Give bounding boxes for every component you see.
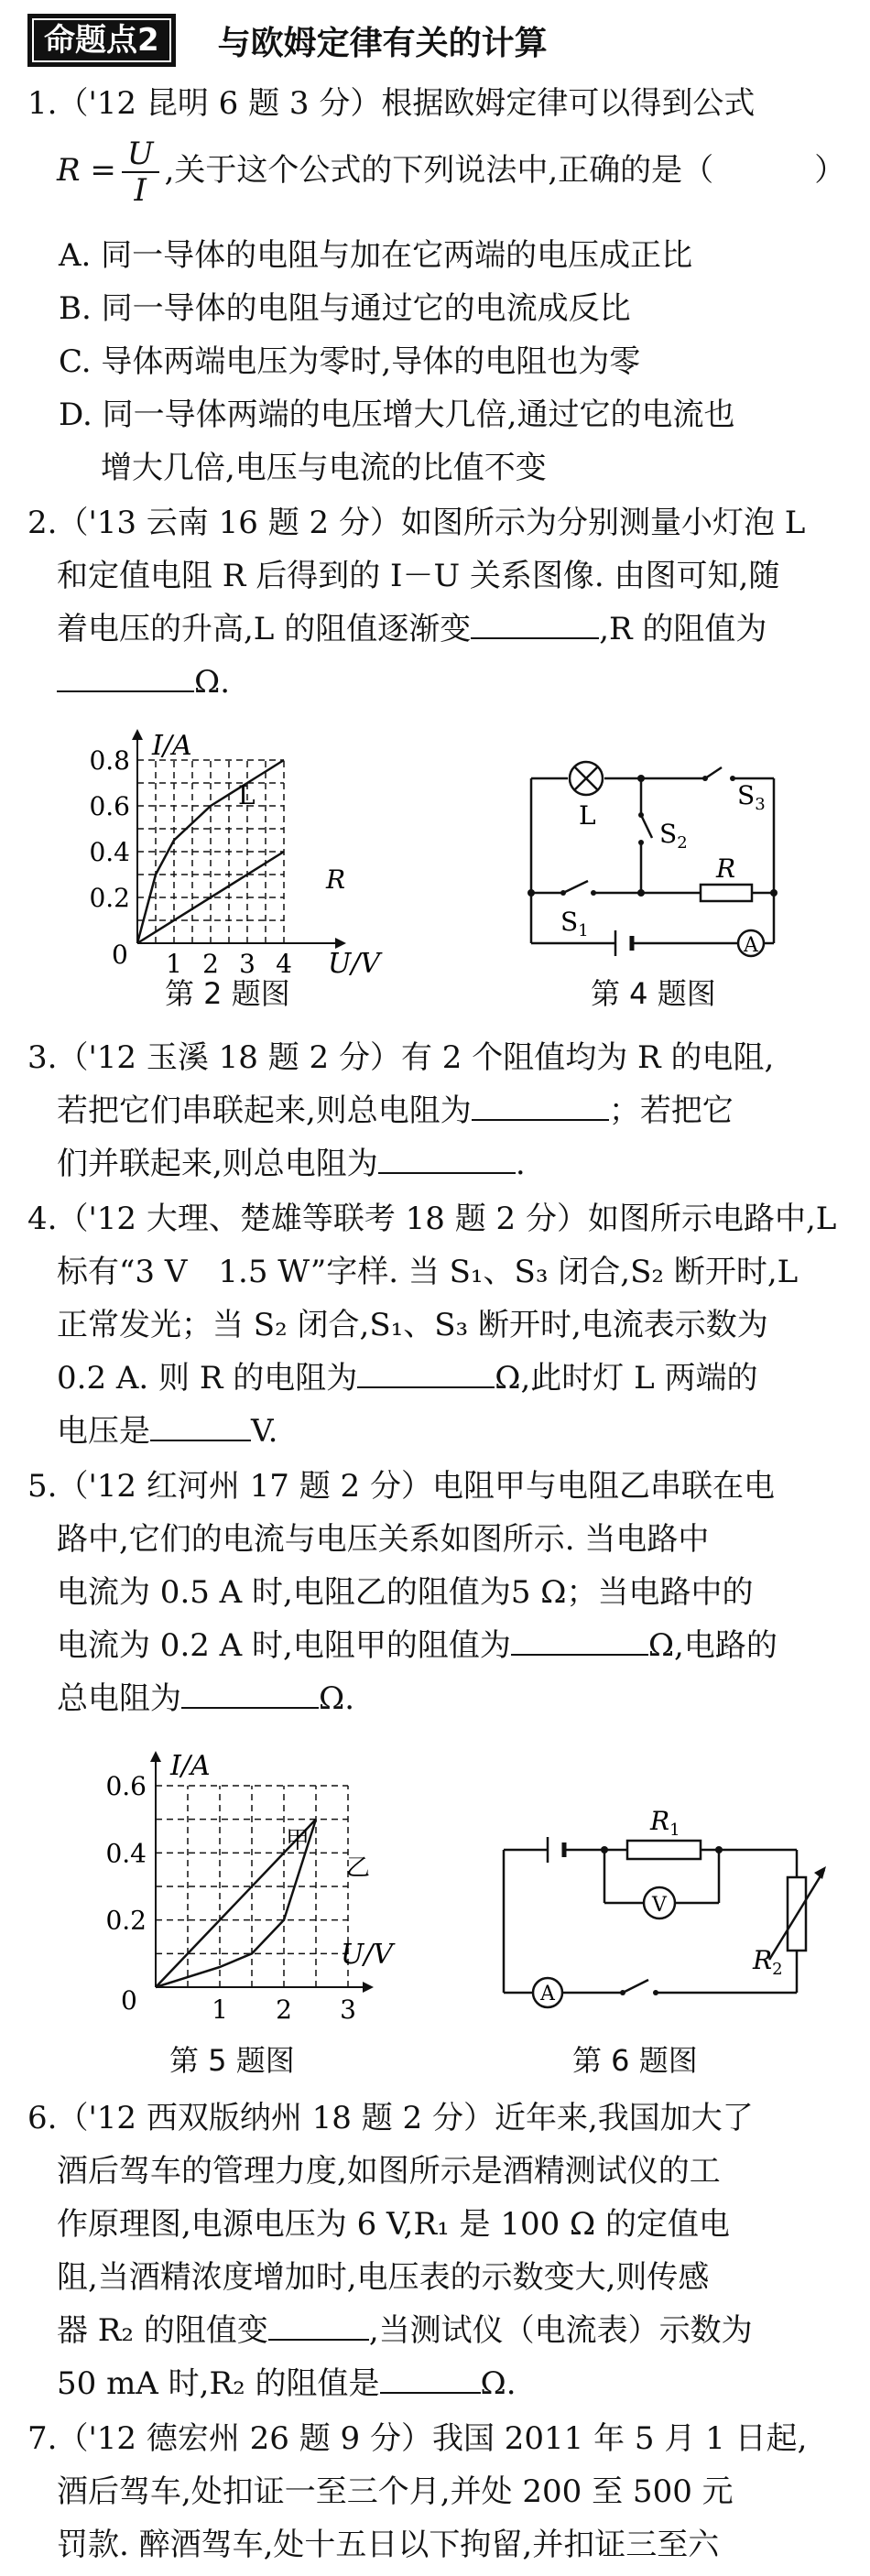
fig4-junction (527, 889, 535, 897)
fig6-battery-icon (548, 1837, 564, 1863)
q1-option-b: B. 同一导体的电阻与通过它的电流成反比 (59, 290, 631, 327)
fig5-origin: 0 (121, 1985, 137, 2016)
q3-line-2-a: 若把它们串联起来,则总电阻为 (57, 1092, 472, 1129)
fig4-switch-s2 (641, 815, 652, 838)
fig2-ytick: 0.4 (89, 837, 130, 867)
q2-line-1: 2.（'13 云南 16 题 2 分）如图所示为分别测量小灯泡 L (27, 505, 806, 541)
q1-option-c: C. 导体两端电压为零时,导体的电阻也为零 (59, 343, 641, 380)
answer-blank[interactable] (181, 1676, 319, 1709)
fig6-junction (715, 1846, 723, 1853)
q2-line-3-text: 着电压的升高,L 的阻值逐渐变 (57, 611, 472, 647)
fig5-label-jia: 甲 (286, 1827, 310, 1854)
q3-line-3-a: 们并联起来,则总电阻为 (57, 1146, 378, 1182)
fig2-origin: 0 (112, 940, 128, 970)
fig4-label-L: L (579, 800, 596, 831)
fig4-label-S2: $S_2$ (659, 819, 688, 853)
answer-blank[interactable] (150, 1408, 251, 1441)
fig4-switch-contact (638, 840, 644, 845)
answer-blank[interactable] (380, 2361, 481, 2394)
q6-line-4: 阻,当酒精浓度增加时,电压表的示数变大,则传感 (57, 2259, 710, 2296)
fig6-r2-arrow (769, 1870, 824, 1960)
fig4-switch-s3 (705, 767, 722, 778)
q2-line-4 (57, 659, 230, 705)
q4-line-2: 标有“3 V 1.5 W”字样. 当 S₁、S₃ 闭合,S₂ 断开时,L (57, 1254, 799, 1290)
q3-line-3-b: . (515, 1146, 526, 1182)
fig5-label-yi: 乙 (346, 1854, 371, 1882)
fig5-xtick: 3 (340, 1994, 356, 2025)
q4-line-4-a: 0.2 A. 则 R 的电阻为 (57, 1360, 358, 1397)
fig5-ytick: 0.2 (105, 1905, 147, 1936)
fig2-y-ticks (89, 745, 130, 913)
q5-line-5-a: 总电阻为 (57, 1680, 181, 1717)
fig6-switch-contact (653, 1990, 658, 1995)
q3-line-1: 3.（'12 玉溪 18 题 2 分）有 2 个阻值均为 R 的电阻, (27, 1039, 775, 1076)
fig5-xtick: 2 (276, 1994, 292, 2025)
q6-line-3: 作原理图,电源电压为 6 V,R₁ 是 100 Ω 的定值电 (57, 2206, 731, 2243)
fig4-label-S1: $S_1$ (560, 907, 589, 940)
fig6-switch-contact (620, 1990, 625, 1995)
q6-line-5-b: ,当测试仪（电流表）示数为 (368, 2312, 753, 2349)
fig2-y-arrow (132, 729, 143, 740)
q1-option-d-cont: 增大几倍,电压与电流的比值不变 (101, 450, 547, 486)
fig4-switch-contact (702, 776, 708, 781)
q5-line-3: 电流为 0.5 A 时,电阻乙的阻值为5 Ω；当电路中的 (57, 1574, 754, 1611)
q5-line-5 (57, 1676, 354, 1722)
q2-line-3-tail: ,R 的阻值为 (599, 611, 767, 647)
fig4-battery-icon (615, 930, 632, 956)
q4-line-5 (57, 1408, 277, 1454)
topic-tag: 命题点2 (27, 14, 176, 67)
fig5-x-arrow (363, 1982, 374, 1993)
fig2-label-L: L (238, 780, 256, 810)
fig4-label-S3: $S_3$ (737, 780, 766, 814)
fig2-xlabel: U/V (328, 948, 381, 980)
q6-line-5-a: 器 R₂ 的阻值变 (57, 2312, 268, 2349)
q5-line-4 (57, 1623, 778, 1668)
fig5-ylabel: I/A (170, 1750, 211, 1782)
formula-fraction (122, 136, 159, 208)
fig2-xtick: 3 (239, 949, 256, 979)
q6-line-6-a: 50 mA 时,R₂ 的阻值是 (57, 2365, 380, 2402)
fig4-label-R: R (716, 853, 736, 884)
q4-line-4-b: Ω,此时灯 L 两端的 (495, 1360, 758, 1397)
fig6-label-R2: $R_2$ (753, 1945, 783, 1979)
fig6-label-R1: $R_1$ (650, 1806, 680, 1840)
fig2-grid (137, 760, 284, 943)
answer-blank[interactable] (378, 1141, 516, 1174)
figure-4-circuit (513, 733, 824, 971)
fig6-arrowhead (814, 1866, 826, 1879)
fig2-ytick: 0.6 (89, 791, 130, 821)
fig6-ammeter-label: A (540, 1983, 555, 2005)
q2-line-4-tail: Ω. (194, 664, 230, 701)
q2-line-2: 和定值电阻 R 后得到的 I－U 关系图像. 由图可知,随 (57, 558, 780, 594)
fig5-y-ticks (105, 1771, 147, 1936)
q1-paren-close: ） (814, 152, 846, 189)
q3-line-2-b: ；若把它 (608, 1092, 734, 1129)
q4-line-3: 正常发光；当 S₂ 闭合,S₁、S₃ 断开时,电流表示数为 (57, 1307, 768, 1343)
fig2-ylabel: I/A (152, 730, 192, 762)
q7-line-1: 7.（'12 德宏州 26 题 9 分）我国 2011 年 5 月 1 日起, (27, 2420, 808, 2457)
fig6-resistor-r1 (627, 1841, 701, 1859)
q1-line-1: 1.（'12 昆明 6 题 3 分）根据欧姆定律可以得到公式 (27, 85, 756, 122)
q6-line-2: 酒后驾车的管理力度,如图所示是酒精测试仪的工 (57, 2153, 721, 2190)
answer-blank[interactable] (471, 606, 599, 639)
fig6-switch (623, 1980, 648, 1993)
figure-6-circuit (495, 1786, 833, 2015)
q4-line-1: 4.（'12 大理、楚雄等联考 18 题 2 分）如图所示电路中,L (27, 1201, 837, 1237)
q5-line-4-a: 电流为 0.2 A 时,电阻甲的阻值为 (57, 1627, 511, 1664)
fig6-voltmeter-label: V (652, 1894, 667, 1917)
q5-line-1: 5.（'12 红河州 17 题 2 分）电阻甲与电阻乙串联在电 (27, 1468, 775, 1505)
q3-line-3 (57, 1141, 526, 1187)
answer-blank[interactable] (57, 659, 194, 692)
fig4-ammeter-label: A (744, 934, 758, 957)
q7-line-3: 罚款. 醉酒驾车,处十五日以下拘留,并扣证三至六 (57, 2527, 720, 2563)
q4-line-4 (57, 1355, 757, 1401)
q4-line-5-b: V. (251, 1413, 278, 1450)
fig4-resistor (701, 885, 752, 901)
answer-blank[interactable] (268, 2308, 369, 2341)
fig5-xlabel: U/V (341, 1939, 394, 1971)
fig5-x-ticks (212, 1994, 356, 2025)
fig4-switch-contact (560, 890, 566, 896)
fig2-xtick: 1 (166, 949, 182, 979)
fig4-switch-contact (638, 812, 644, 818)
figure-2-chart (55, 723, 385, 980)
q1-line-2 (57, 136, 845, 208)
q5-line-4-b: Ω,电路的 (647, 1627, 778, 1664)
q3-line-2 (57, 1088, 734, 1134)
fig5-ytick: 0.4 (105, 1838, 147, 1869)
q5-line-2: 路中,它们的电流与电压关系如图所示. 当电路中 (57, 1521, 710, 1558)
fig2-ytick: 0.2 (89, 883, 130, 913)
section-header (27, 13, 548, 68)
figure-5-chart (55, 1740, 412, 2033)
fig2-ytick: 0.8 (89, 745, 130, 776)
fig5-y-arrow (150, 1751, 161, 1762)
fig4-junction (770, 889, 778, 897)
fig4-switch-s1 (563, 881, 588, 893)
fig5-caption: 第 5 题图 (169, 2043, 295, 2078)
fig5-xtick: 1 (212, 1994, 228, 2025)
fig4-junction (637, 775, 645, 782)
q7-line-2: 酒后驾车,处扣证一至三个月,并处 200 至 500 元 (57, 2473, 734, 2510)
q5-line-5-b: Ω. (319, 1680, 354, 1717)
fig2-caption: 第 2 题图 (165, 976, 290, 1011)
fig6-junction (601, 1846, 608, 1853)
q4-line-5-a: 电压是 (57, 1413, 150, 1450)
q1-option-a: A. 同一导体的电阻与加在它两端的电压成正比 (59, 237, 693, 274)
fig6-caption: 第 6 题图 (572, 2043, 698, 2078)
fig4-switch-contact (591, 890, 596, 896)
q6-line-6-b: Ω. (480, 2365, 517, 2402)
fig2-xtick: 2 (202, 949, 219, 979)
formula-lhs: R = (57, 152, 116, 189)
q1-option-d: D. 同一导体两端的电压增大几倍,通过它的电流也 (59, 397, 735, 433)
fig4-switch-contact (730, 776, 735, 781)
answer-blank[interactable] (472, 1088, 609, 1121)
fig4-caption: 第 4 题图 (591, 976, 716, 1011)
q1-line-2-text: ,关于这个公式的下列说法中,正确的是（ (164, 152, 714, 189)
fig4-junction (637, 889, 645, 897)
fig2-label-R: R (326, 864, 346, 895)
q6-line-6 (57, 2361, 517, 2407)
q2-line-3 (57, 606, 767, 652)
answer-blank[interactable] (357, 1355, 495, 1388)
q6-line-5 (57, 2308, 753, 2353)
fig2-xtick: 4 (276, 949, 292, 979)
answer-blank[interactable] (511, 1623, 648, 1656)
section-title: 与欧姆定律有关的计算 (217, 24, 548, 62)
formula-denominator: I (134, 172, 147, 209)
fig5-ytick: 0.6 (105, 1771, 147, 1801)
formula-numerator: U (122, 136, 159, 173)
q6-line-1: 6.（'12 西双版纳州 18 题 2 分）近年来,我国加大了 (27, 2100, 754, 2136)
